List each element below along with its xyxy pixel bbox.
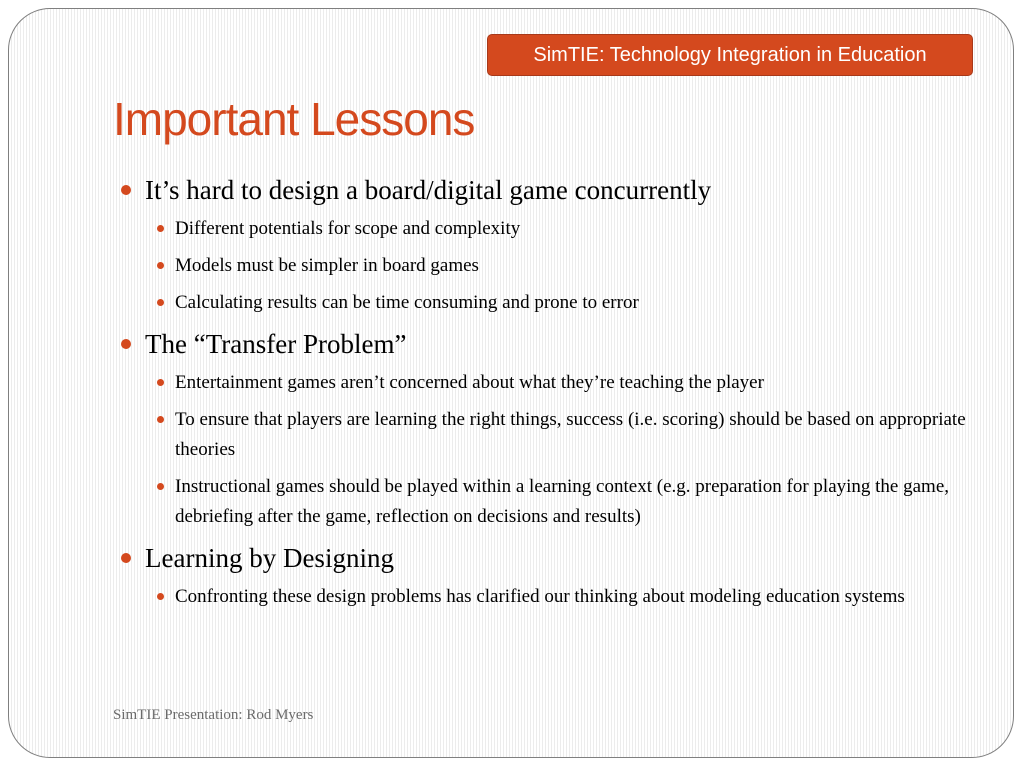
bullet-level1-transfer-problem [113,326,973,362]
bullet-text: To ensure that players are learning the right things, success (i.e. scoring) should be based on appropriate theories [175,409,966,460]
bullet-text: It’s hard to design a board/digital game concurrently [145,175,712,205]
slide-title: Important Lessons [113,93,475,145]
bullet-level2-simpler-models [113,251,973,281]
slide-frame [8,8,1014,758]
slide-content [113,172,973,619]
bullet-dot-icon [157,262,164,269]
bullet-dot-icon [157,299,164,306]
bullet-dot-icon [157,483,164,490]
bullet-dot-icon [121,339,131,349]
bullet-text: Entertainment games aren’t concerned about what they’re teaching the player [175,372,764,393]
bullet-text: Learning by Designing [145,543,394,573]
bullet-level1-design-concurrently [113,172,973,208]
header-banner: SimTIE: Technology Integration in Education [487,34,973,76]
slide-footer: SimTIE Presentation: Rod Myers [113,707,314,723]
bullet-level2-appropriate-theories [113,405,973,465]
bullet-text: The “Transfer Problem” [145,329,407,359]
bullet-level2-learning-context [113,472,973,532]
bullet-text: Models must be simpler in board games [175,255,479,276]
bullet-text: Instructional games should be played within a learning context (e.g. preparation for playing the game, debriefing after the game, reflection on decisions and results) [175,476,950,527]
bullet-dot-icon [121,185,131,195]
bullet-level2-calculating-results [113,288,973,318]
bullet-dot-icon [157,379,164,386]
bullet-level1-learning-by-designing [113,540,973,576]
bullet-text: Confronting these design problems has clarified our thinking about modeling education systems [175,586,905,607]
bullet-text: Calculating results can be time consuming and prone to error [175,292,639,313]
bullet-text: Different potentials for scope and complexity [175,218,521,239]
bullet-dot-icon [121,553,131,563]
bullet-level2-scope-complexity [113,214,973,244]
bullet-level2-design-problems [113,582,973,612]
bullet-level2-entertainment-games [113,368,973,398]
bullet-dot-icon [157,593,164,600]
bullet-dot-icon [157,225,164,232]
bullet-dot-icon [157,416,164,423]
